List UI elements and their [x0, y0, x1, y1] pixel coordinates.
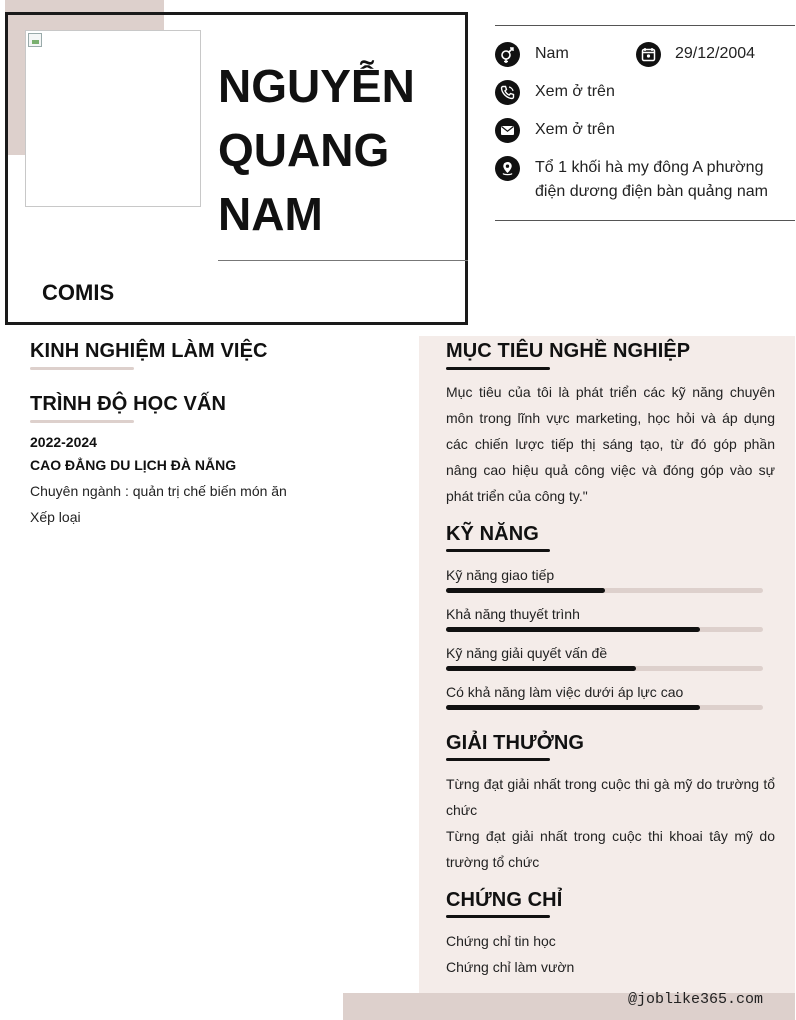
- phone-icon: [495, 80, 520, 105]
- skill-label: Kỹ năng giải quyết vấn đề: [446, 645, 608, 661]
- birthdate-value: 29/12/2004: [675, 45, 756, 62]
- skill-bar: [446, 666, 763, 671]
- skills-underline: [446, 549, 550, 552]
- address-value: [535, 156, 768, 204]
- skill-label: Kỹ năng giao tiếp: [446, 567, 555, 583]
- certificate-item: Chứng chỉ làm vườn: [446, 959, 575, 975]
- calendar-icon: [636, 42, 661, 67]
- certificate-item: Chứng chỉ tin học: [446, 933, 556, 949]
- objective-underline: [446, 367, 550, 370]
- education-title: TRÌNH ĐỘ HỌC VẤN: [30, 393, 227, 415]
- award-item: Từng đạt giải nhất trong cuộc thi gà mỹ do trường tổ chức: [446, 776, 775, 818]
- full-name-line: NGUYỄN: [218, 60, 415, 112]
- experience-title: KINH NGHIỆM LÀM VIỆC: [30, 340, 268, 362]
- job-position: COMIS: [42, 280, 115, 305]
- skill-bar-fill: [446, 705, 700, 710]
- awards-title: GIẢI THƯỞNG: [446, 732, 585, 754]
- phone-value: Xem ở trên: [535, 83, 615, 100]
- info-bottom-divider: [495, 220, 795, 221]
- avatar: [25, 30, 201, 207]
- education-school: CAO ĐẲNG DU LỊCH ĐÀ NẴNG: [30, 457, 237, 473]
- skill-bar-fill: [446, 666, 636, 671]
- skill-label: Có khả năng làm việc dưới áp lực cao: [446, 684, 684, 700]
- skills-title: KỸ NĂNG: [446, 523, 539, 545]
- skill-bar-fill: [446, 588, 605, 593]
- location-icon: [495, 156, 520, 181]
- info-top-divider: [495, 25, 795, 26]
- full-name-line: QUANG: [218, 124, 390, 176]
- address-line: điện dương điện bàn quảng nam: [535, 183, 768, 200]
- address-line: Tổ 1 khối hà my đông A phường: [535, 159, 764, 176]
- certificates-title: CHỨNG CHỈ: [446, 889, 563, 911]
- full-name-line: NAM: [218, 188, 323, 240]
- name-divider: [218, 260, 468, 261]
- objective-text: Mục tiêu của tôi là phát triển các kỹ năng chuyên môn trong lĩnh vực marketing, học hỏi và áp dụng các chiến lược tiếp thị sáng tạo, từ đó góp phần nâng cao hiệu quả công việc và đóng góp vào sự phát triển của công ty.": [446, 384, 775, 504]
- education-major: Chuyên ngành : quản trị chế biến món ăn: [30, 483, 287, 499]
- full-name: [218, 54, 458, 246]
- mail-icon: [495, 118, 520, 143]
- email-value: Xem ở trên: [535, 121, 615, 138]
- certificates-underline: [446, 915, 550, 918]
- skill-bar: [446, 588, 763, 593]
- broken-image-icon: [28, 33, 42, 47]
- skill-bar-fill: [446, 627, 700, 632]
- education-years: 2022-2024: [30, 434, 97, 450]
- objective-title: MỤC TIÊU NGHỀ NGHIỆP: [446, 340, 691, 362]
- education-underline: [30, 420, 134, 423]
- award-item: Từng đạt giải nhất trong cuộc thi khoai tây mỹ do trường tổ chức: [446, 828, 775, 870]
- gender-value: Nam: [535, 45, 569, 62]
- awards-underline: [446, 758, 550, 761]
- skill-label: Khả năng thuyết trình: [446, 606, 580, 622]
- footer-watermark: @joblike365.com: [628, 991, 764, 1008]
- skill-bar: [446, 627, 763, 632]
- experience-underline: [30, 367, 134, 370]
- education-rank: Xếp loại: [30, 509, 81, 525]
- skill-bar: [446, 705, 763, 710]
- gender-icon: [495, 42, 520, 67]
